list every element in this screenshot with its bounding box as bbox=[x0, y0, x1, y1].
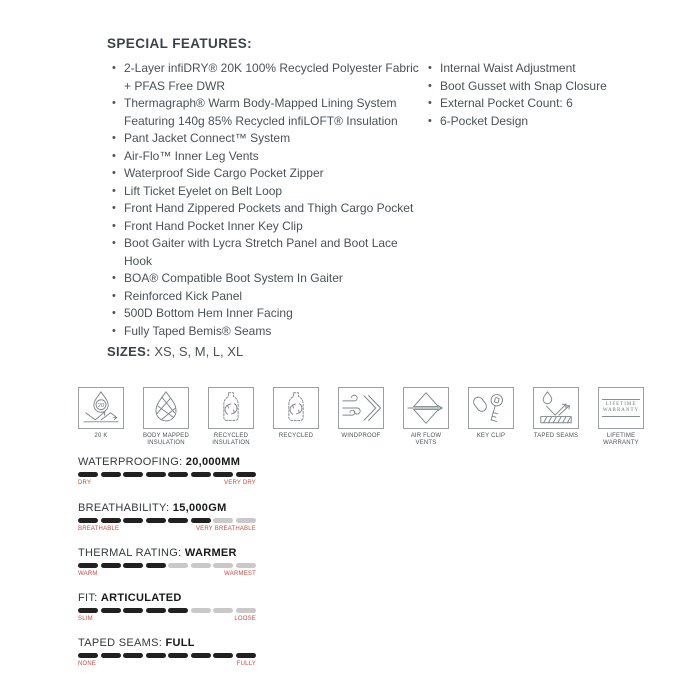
rating-segment-filled bbox=[168, 518, 188, 523]
feature-text: Air-Flo™ Inner Leg Vents bbox=[124, 148, 259, 163]
sizes-line bbox=[107, 344, 243, 359]
icon-label: RECYCLED bbox=[278, 433, 314, 439]
rating-min-label: BREATHABLE bbox=[78, 526, 120, 532]
lifetime-warranty-icon: LIFETIME WARRANTY bbox=[602, 399, 640, 417]
icon-label: AIR FLOW VENTS bbox=[410, 433, 442, 446]
rating-breathability bbox=[78, 502, 256, 532]
feature-item bbox=[440, 78, 685, 96]
rating-segment-filled bbox=[213, 472, 233, 477]
rating-segment-empty bbox=[236, 608, 256, 613]
feature-icon-taped-seams bbox=[533, 387, 579, 447]
feature-icon-windproof bbox=[338, 387, 384, 447]
rating-value: ARTICULATED bbox=[100, 592, 182, 604]
feature-item bbox=[124, 270, 427, 288]
feature-item bbox=[124, 235, 427, 270]
feature-item bbox=[124, 218, 427, 236]
rating-segment-empty bbox=[191, 563, 211, 568]
rating-segment-empty bbox=[191, 608, 211, 613]
rating-label: TAPED SEAMS: bbox=[78, 637, 163, 649]
rating-segment-empty bbox=[236, 563, 256, 568]
feature-item bbox=[124, 183, 427, 201]
rating-segment-filled bbox=[168, 608, 188, 613]
windproof-icon bbox=[339, 388, 383, 428]
rating-max-label: LOOSE bbox=[234, 616, 256, 622]
rating-segment-filled bbox=[101, 518, 121, 523]
feature-item bbox=[124, 165, 427, 183]
rating-max-label: VERY DRY bbox=[224, 480, 256, 486]
rating-segment-filled bbox=[168, 472, 188, 477]
feature-item bbox=[124, 95, 427, 130]
rating-segment-filled bbox=[78, 563, 98, 568]
feature-icon-air-flow-vents bbox=[403, 387, 449, 447]
feature-item bbox=[440, 113, 685, 131]
rating-segment-filled bbox=[78, 608, 98, 613]
rating-segment-filled bbox=[78, 653, 98, 658]
feature-text: Front Hand Pocket Inner Key Clip bbox=[124, 218, 303, 233]
rating-segment-filled bbox=[101, 608, 121, 613]
rating-value: FULL bbox=[165, 637, 195, 649]
feature-text: Lift Ticket Eyelet on Belt Loop bbox=[124, 183, 283, 198]
feature-icon-body-mapped-insulation bbox=[143, 387, 189, 447]
taped-seams-icon bbox=[534, 388, 578, 428]
recycled-insulation-icon bbox=[209, 388, 253, 428]
feature-text: Reinforced Kick Panel bbox=[124, 288, 243, 303]
feature-item bbox=[124, 305, 427, 323]
feature-list-left bbox=[124, 60, 427, 340]
rating-segment-filled bbox=[101, 653, 121, 658]
feature-text: Fully Taped Bemis® Seams bbox=[124, 323, 272, 338]
rating-segment-filled bbox=[236, 472, 256, 477]
rating-segment-filled bbox=[101, 472, 121, 477]
sizes-values: XS, S, M, L, XL bbox=[150, 344, 244, 359]
rating-value: WARMER bbox=[184, 547, 237, 559]
rating-waterproofing bbox=[78, 456, 256, 486]
feature-text: Boot Gusset with Snap Closure bbox=[440, 78, 607, 93]
rating-segment-empty bbox=[213, 563, 233, 568]
rating-label: THERMAL RATING: bbox=[78, 547, 182, 559]
rating-bar bbox=[78, 563, 256, 568]
rating-segment-filled bbox=[236, 653, 256, 658]
rating-label: BREATHABILITY: bbox=[78, 502, 170, 514]
feature-text: Thermagraph® Warm Body-Mapped Lining System Featuring 140g 85% Recycled infiLOFT® Insulation bbox=[124, 96, 398, 128]
rating-segment-filled bbox=[78, 472, 98, 477]
rating-bar bbox=[78, 653, 256, 658]
icon-label: KEY CLIP bbox=[476, 433, 506, 439]
feature-text: Waterproof Side Cargo Pocket Zipper bbox=[124, 166, 324, 180]
rating-max-label: VERY BREATHABLE bbox=[195, 526, 256, 532]
feature-icon-20k bbox=[78, 387, 124, 447]
feature-item bbox=[440, 60, 685, 78]
rating-thermal bbox=[78, 547, 256, 577]
feature-item bbox=[124, 60, 427, 95]
rating-segment-filled bbox=[146, 472, 166, 477]
rating-bar bbox=[78, 472, 256, 477]
feature-item bbox=[124, 130, 427, 148]
rating-segment-empty bbox=[213, 608, 233, 613]
rating-segment-filled bbox=[123, 653, 143, 658]
feature-text: 6-Pocket Design bbox=[440, 113, 529, 128]
rating-fit bbox=[78, 592, 256, 622]
rating-segment-filled bbox=[123, 563, 143, 568]
body-mapped-insulation-icon bbox=[144, 388, 188, 428]
feature-text: BOA® Compatible Boot System In Gaiter bbox=[124, 271, 343, 285]
icon-label: RECYCLED INSULATION bbox=[212, 433, 250, 446]
svg-text:20: 20 bbox=[97, 402, 105, 409]
feature-item bbox=[124, 288, 427, 306]
rating-min-label: DRY bbox=[78, 480, 92, 486]
rating-min-label: NONE bbox=[78, 661, 97, 667]
rating-segment-filled bbox=[123, 608, 143, 613]
rating-max-label: WARMEST bbox=[224, 571, 256, 577]
feature-text: 2-Layer infiDRY® 20K 100% Recycled Polyester Fabric + PFAS Free DWR bbox=[124, 61, 419, 93]
feature-item bbox=[124, 148, 427, 166]
rating-segment-filled bbox=[191, 472, 211, 477]
rating-taped-seams bbox=[78, 637, 256, 667]
feature-text: 500D Bottom Hem Inner Facing bbox=[124, 306, 293, 320]
rating-min-label: SLIM bbox=[78, 616, 93, 622]
special-features-heading: SPECIAL FEATURES: bbox=[107, 36, 253, 51]
feature-item bbox=[124, 200, 427, 218]
rating-segment-filled bbox=[146, 518, 166, 523]
feature-icon-recycled bbox=[273, 387, 319, 447]
rating-segment-filled bbox=[191, 653, 211, 658]
icon-label: WINDPROOF bbox=[341, 433, 381, 439]
feature-item bbox=[440, 95, 685, 113]
feature-text: Internal Waist Adjustment bbox=[440, 61, 576, 75]
air-flow-vents-icon bbox=[404, 388, 448, 428]
rating-segment-filled bbox=[123, 472, 143, 477]
rating-segment-empty bbox=[168, 563, 188, 568]
rating-segment-filled bbox=[146, 608, 166, 613]
feature-icon-recycled-insulation bbox=[208, 387, 254, 447]
rating-segment-empty bbox=[236, 518, 256, 523]
feature-text: Pant Jacket Connect™ System bbox=[124, 131, 291, 145]
rating-segment-filled bbox=[213, 653, 233, 658]
rating-segment-filled bbox=[168, 653, 188, 658]
recycled-icon bbox=[274, 388, 318, 428]
feature-icon-row bbox=[78, 387, 644, 447]
feature-list-right bbox=[440, 60, 685, 130]
rating-segment-filled bbox=[146, 653, 166, 658]
feature-item bbox=[124, 323, 427, 341]
rating-max-label: FULLY bbox=[236, 661, 256, 667]
rating-value: 15,000GM bbox=[172, 502, 227, 514]
feature-text: Front Hand Zippered Pockets and Thigh Cargo Pocket bbox=[124, 201, 414, 215]
key-clip-icon bbox=[469, 388, 513, 428]
rating-segment-filled bbox=[191, 518, 211, 523]
rating-min-label: WARM bbox=[78, 571, 98, 577]
feature-icon-lifetime-warranty bbox=[598, 387, 644, 447]
icon-label: BODY MAPPED INSULATION bbox=[142, 433, 190, 446]
rating-label: WATERPROOFING: bbox=[78, 456, 183, 468]
icon-label: 20 K bbox=[94, 433, 108, 439]
icon-label: LIFETIME WARRANTY bbox=[603, 433, 639, 446]
icon-label: TAPED SEAMS bbox=[533, 433, 579, 439]
rating-segment-filled bbox=[123, 518, 143, 523]
feature-text: External Pocket Count: 6 bbox=[440, 96, 573, 110]
rating-bar bbox=[78, 608, 256, 613]
feature-icon-key-clip bbox=[468, 387, 514, 447]
rating-bar bbox=[78, 518, 256, 523]
waterproof-20k-icon bbox=[79, 388, 123, 428]
rating-segment-empty bbox=[213, 518, 233, 523]
sizes-label: SIZES: bbox=[107, 344, 151, 359]
rating-segment-filled bbox=[101, 563, 121, 568]
rating-segment-filled bbox=[78, 518, 98, 523]
feature-text: Boot Gaiter with Lycra Stretch Panel and Boot Lace Hook bbox=[124, 236, 398, 268]
rating-label: FIT: bbox=[78, 592, 98, 604]
rating-segment-filled bbox=[146, 563, 166, 568]
rating-value: 20,000MM bbox=[185, 456, 241, 468]
